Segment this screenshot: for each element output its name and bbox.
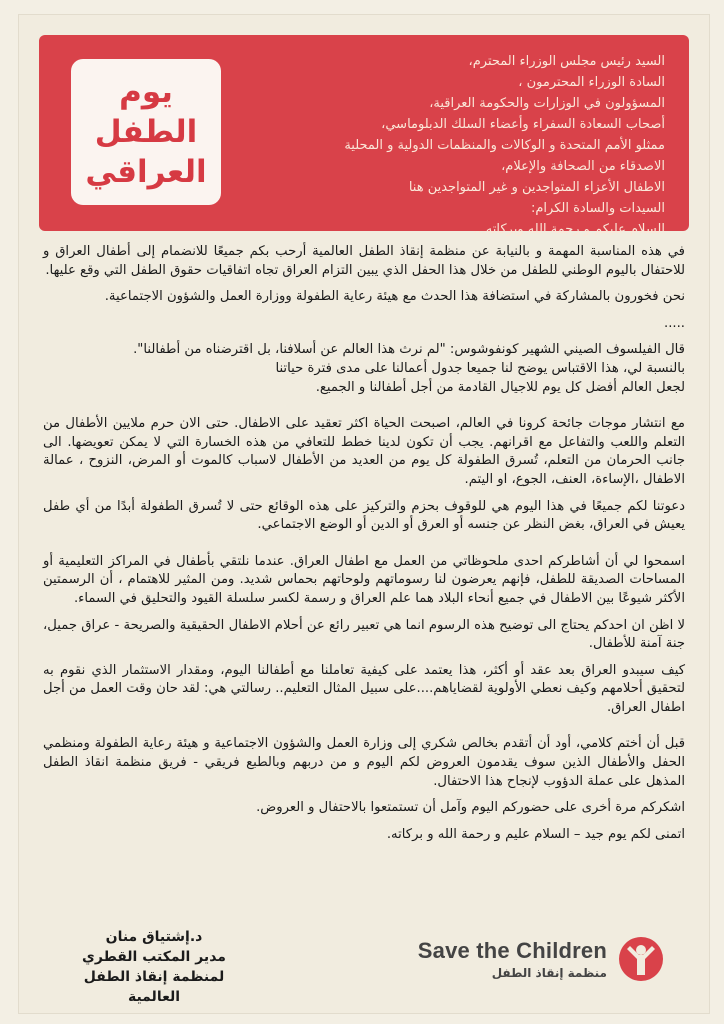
title-line-3: العراقي: [85, 154, 207, 190]
paragraph-quote: [43, 341, 685, 397]
paragraph-call: دعوتنا لكم جميعًا في هذا اليوم هي للوقوف بحزم والتركيز على هذه الوقائع حتى لا تُسرق الطفولة أبدًا من أي طفل يعيش في العراق، بغض النظر عن جنسه أو العرق أو الدين أو الوضع الاجتماعي.: [43, 498, 685, 533]
signatory-role: مدير المكتب القطري: [82, 949, 226, 965]
salutation-line: السادة الوزراء المحترمون ،: [518, 75, 665, 90]
paragraph-pandemic: مع انتشار موجات جائحة كرونا في العالم، اصبحت الحياة اكثر تعقيد على الاطفال. حتى الان حرم ملايين الأطفال من التعلم واللعب والتفاعل مع اقرانهم. يجب أن تكون لدينا خطط للتعافي من هذه الخسارة التي لا يمكن تعويضها. الى جانب الحرمان من التعلم، تُسرق الطفولة كل يوم من العديد من الأطفال لاسباب كالموت أو المرض، النزوح ، عمالة الاطفال ،الإساءة، العنف، الجوع، او اليتم.: [43, 416, 685, 487]
letter-body: [43, 243, 685, 852]
paragraph-separator: .....: [664, 315, 685, 331]
salutation-line: الاطفال الأعزاء المتواجدين و غير المتواجدين هنا: [408, 180, 665, 195]
quote-comment-line: لجعل العالم أفضل كل يوم للاجيال القادمة من أجل أطفالنا و الجميع.: [315, 379, 685, 395]
paragraph-closing: اشكركم مرة أخرى على حضوركم اليوم وآمل أن تستمتعوا بالاحتفال و العروض.: [256, 800, 685, 816]
child-figure-icon: [617, 935, 665, 983]
salutation-line: المسؤولون في الوزارات والحكومة العراقية،: [429, 96, 665, 111]
salutation-line: السيدات والسادة الكرام:: [530, 201, 665, 216]
salutation-line: أصحاب السعادة السفراء وأعضاء السلك الدبلوماسي،: [381, 117, 665, 132]
save-the-children-logo: [418, 935, 665, 983]
salutation-block: [245, 51, 665, 240]
paragraph-welcome: في هذه المناسبة المهمة و بالنيابة عن منظمة إنقاذ الطفل العالمية أرحب بكم جميعًا للانضمام إلى أطفال العراق و للاحتفال باليوم الوطني للطفل من خلال هذا الحفل الذي يبين التزام العراق تجاه اتفاقيات حقوق الطفل التي وقع عليها.: [43, 244, 685, 278]
paragraph-partners: نحن فخورون بالمشاركة في استضافة هذا الحدث مع هيئة رعاية الطفولة ووزارة العمل والشؤون الاجتماعية.: [104, 289, 685, 305]
salutation-line: ممثلو الأمم المتحدة و الوكالات والمنظمات الدولية و المحلية: [344, 138, 665, 153]
title-line-2: الطفل: [94, 114, 198, 150]
paragraph-farewell: اتمنى لكم يوم جيد – السلام عليم و رحمة الله و بركاته.: [386, 826, 685, 842]
logo-name-ar: منظمة إنقاذ الطفل: [491, 966, 607, 980]
signature-block: [59, 927, 249, 1007]
quote-comment-line: بالنسبة لي، هذا الاقتباس يوضح لنا جميعا جدول أعمالنا على مدى فترة حياتنا: [275, 360, 685, 376]
logo-text: [418, 938, 607, 980]
salutation-line: السلام عليكم و رحمة الله وبركاته...: [473, 222, 665, 237]
logo-name-en: Save the Children: [417, 938, 607, 963]
paragraph-drawings: اسمحوا لي أن أشاطركم احدى ملحوظاتي من العمل مع اطفال العراق. عندما نلتقي بأطفال في المراكز التعليمية أو المساحات الصديقة للطفل، فإنهم يعرضون لنا رسوماتهم ولوحاتهم بحماس شديد. ومن المثير للاهتمام ، أن الرسمتين الأكثر شيوعًا بين الاطفال في جميع أنحاء البلاد هما علم العراق و رسمة لكسر سلسلة القيود والتحليق في السماء.: [43, 553, 685, 606]
salutation-line: الاصدقاء من الصحافة والإعلام،: [501, 159, 665, 174]
header-banner: [39, 35, 689, 237]
signatory-org: لمنظمة إنقاذ الطفل العالمية: [83, 969, 225, 1005]
letter-sheet: [18, 14, 710, 1014]
salutation-line: السيد رئيس مجلس الوزراء المحترم،: [468, 54, 665, 69]
title-line-1: يوم: [119, 74, 173, 110]
title-box: [71, 59, 221, 205]
paragraph-dreams: لا اظن ان احدكم يحتاج الى توضيح هذه الرسوم انما هي تعبير رائع عن أحلام الاطفال الحقيقية والصريحة - عراق جميل، جنة آمنة للأطفال.: [43, 617, 685, 652]
paragraph-future: كيف سيبدو العراق بعد عقد أو أكثر، هذا يعتمد على كيفية تعاملنا مع أطفالنا اليوم، ومقدار الاستثمار الذي نقوم به لتحقيق أحلامهم وكيف نعطي الأولوية لقضاياهم....على سبيل المثال التعليم.. رسالتي هي: لقد حان وقت العمل من أجل اطفال العراق.: [43, 662, 685, 715]
quote-line: قال الفيلسوف الصيني الشهير كونفوشوس: "لم نرث هذا العالم عن أسلافنا، بل اقترضناه من أطفالنا".: [133, 342, 685, 358]
paragraph-thanks: قبل أن أختم كلامي، أود أن أتقدم بخالص شكري إلى وزارة العمل والشؤون الاجتماعية و هيئة رعاية الطفولة ومنظمي الحفل والأطفال الذين سوف يقدمون العروض لكم اليوم و من دربهم وبالطبع فريقي - فريق منظمة انقاذ الطفل المذهل على عملة الدؤوب لإنجاح هذا الاحتفال.: [43, 736, 685, 789]
signatory-name: د.إشتياق منان: [105, 929, 203, 945]
